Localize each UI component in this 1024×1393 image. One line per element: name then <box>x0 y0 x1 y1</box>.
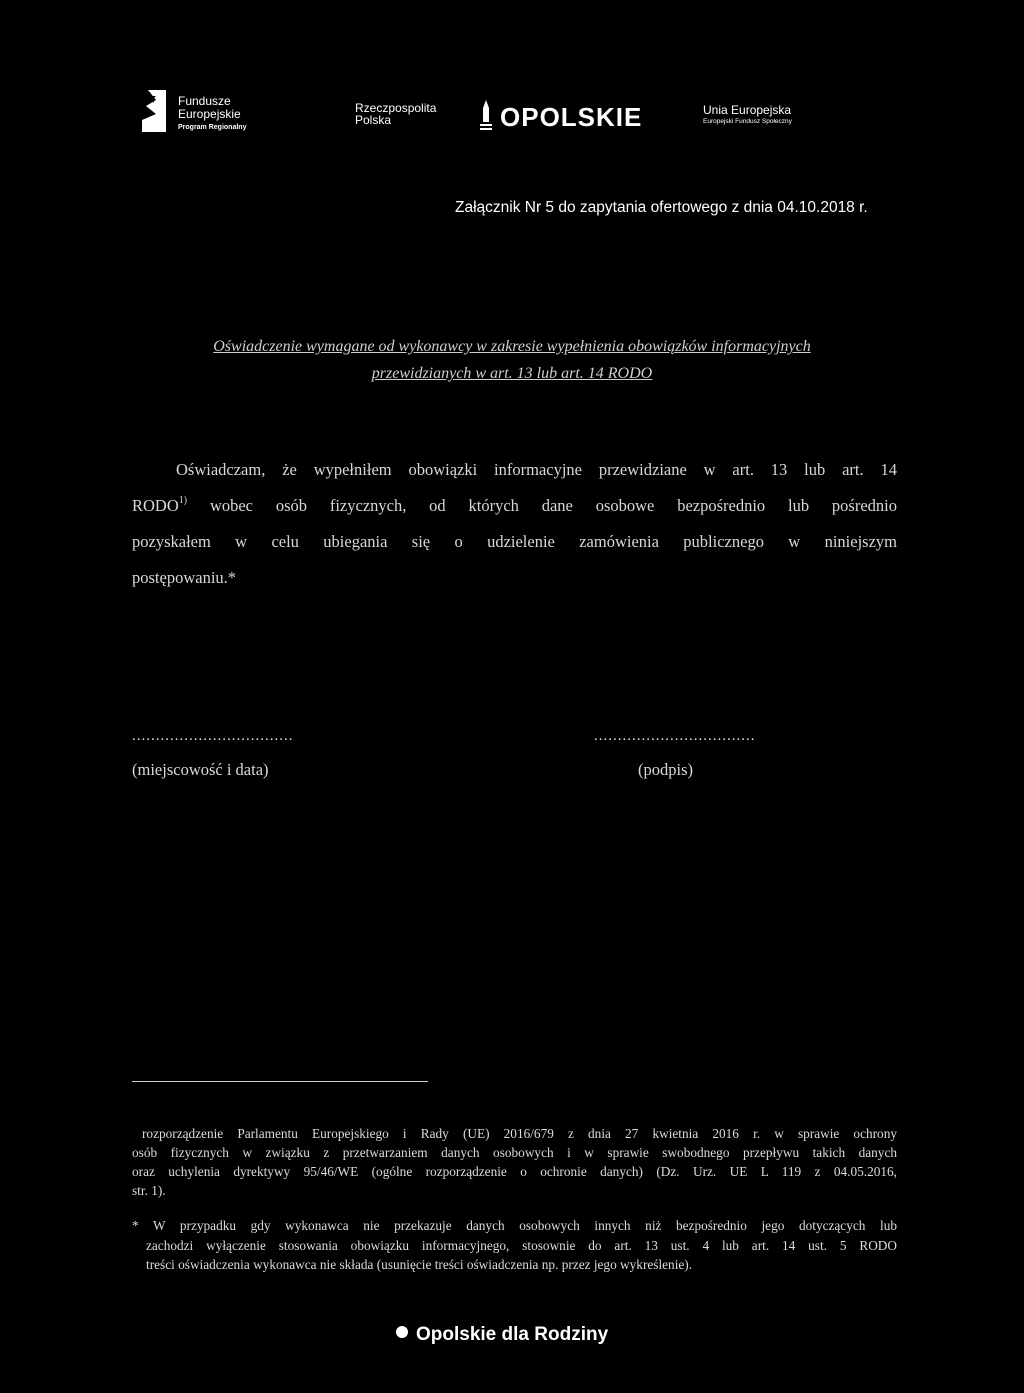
statement-line4: postępowaniu.* <box>132 568 237 587</box>
footnote1-line1: rozporządzenie Parlamentu Europejskiego i Rady (UE) 2016/679 z dnia 27 kwietnia 2016 r. w sprawie ochrony <box>142 1126 897 1141</box>
rzeczpospolita-logo <box>355 102 436 126</box>
unia-europejska-logo <box>703 104 792 128</box>
fundusze-europejskie-logo-icon <box>142 88 166 134</box>
statement-line3: pozyskałem w celu ubiegania się o udzielenie zamówienia publicznego w niniejszym <box>132 532 897 551</box>
footnote1-line3: oraz uchylenia dyrektywy 95/46/WE (ogólne rozporządzenie o ochronie danych) (Dz. Urz. UE L 119 z 04.05.2016, <box>132 1164 897 1179</box>
footnote-ref: 1) <box>178 495 188 506</box>
fundusze-europejskie-label <box>178 95 246 134</box>
rp-line2: Polska <box>355 113 392 127</box>
statement-line1: Oświadczam, że wypełniłem obowiązki informacyjne przewidziane w art. 13 lub art. 14 <box>176 460 897 479</box>
document-title <box>60 333 964 387</box>
footnote-divider <box>132 1081 428 1082</box>
ue-line1: Unia Europejska <box>703 103 792 117</box>
statement-line2-rest: wobec osób fizycznych, od których dane osobowe bezpośrednio lub pośrednio <box>187 496 897 515</box>
opolskie-tower-icon <box>480 100 492 130</box>
footnote-rodo <box>132 1124 897 1200</box>
signature-label: (podpis) <box>638 760 693 779</box>
fe-line3: Program Regionalny <box>178 124 247 131</box>
footnote1-line2: osób fizycznych w związku z przetwarzaniem danych osobowych i w sprawie swobodnego przepływu takich danych <box>132 1145 897 1160</box>
footer-text: Opolskie dla Rodziny <box>416 1324 609 1345</box>
place-date-label: (miejscowość i data) <box>132 760 269 779</box>
title-line1: Oświadczenie wymagane od wykonawcy w zakresie wypełnienia obowiązków informacyjnych <box>213 338 811 355</box>
fe-line2: Europejskie <box>178 107 241 121</box>
rp-line1: Rzeczpospolita <box>355 101 437 115</box>
footnote2-line2: zachodzi wyłączenie stosowania obowiązku informacyjnego, stosownie do art. 13 ust. 4 lub art. 14 ust. 5 RODO <box>146 1237 897 1253</box>
fe-line1: Fundusze <box>178 94 231 108</box>
footer-dot-icon <box>396 1326 408 1338</box>
footnote2-line1: * W przypadku gdy wykonawca nie przekazuje danych osobowych innych niż bezpośrednio jego dotyczących lub <box>132 1218 897 1233</box>
footnote2-line3: treści oświadczenia wykonawca nie składa (usunięcie treści oświadczenia np. przez jego wykreślenie). <box>146 1257 693 1272</box>
signature-dotted-line: .................................. <box>594 728 756 744</box>
footnote-asterisk <box>132 1216 897 1275</box>
annex-reference: Załącznik Nr 5 do zapytania ofertowego z dnia 04.10.2018 r. <box>455 199 868 216</box>
footer-slogan <box>396 1324 608 1346</box>
opolskie-logo-text: OPOLSKIE <box>500 102 643 132</box>
ue-line2: Europejski Fundusz Społeczny <box>703 118 792 125</box>
footnote1-line4: str. 1). <box>132 1183 166 1198</box>
place-date-dotted-line: .................................. <box>132 728 294 744</box>
statement-line2 <box>132 488 897 524</box>
statement-paragraph <box>132 452 897 596</box>
rodo-text: RODO <box>132 496 179 515</box>
title-line2: przewidzianych w art. 13 lub art. 14 RODO <box>371 365 653 382</box>
